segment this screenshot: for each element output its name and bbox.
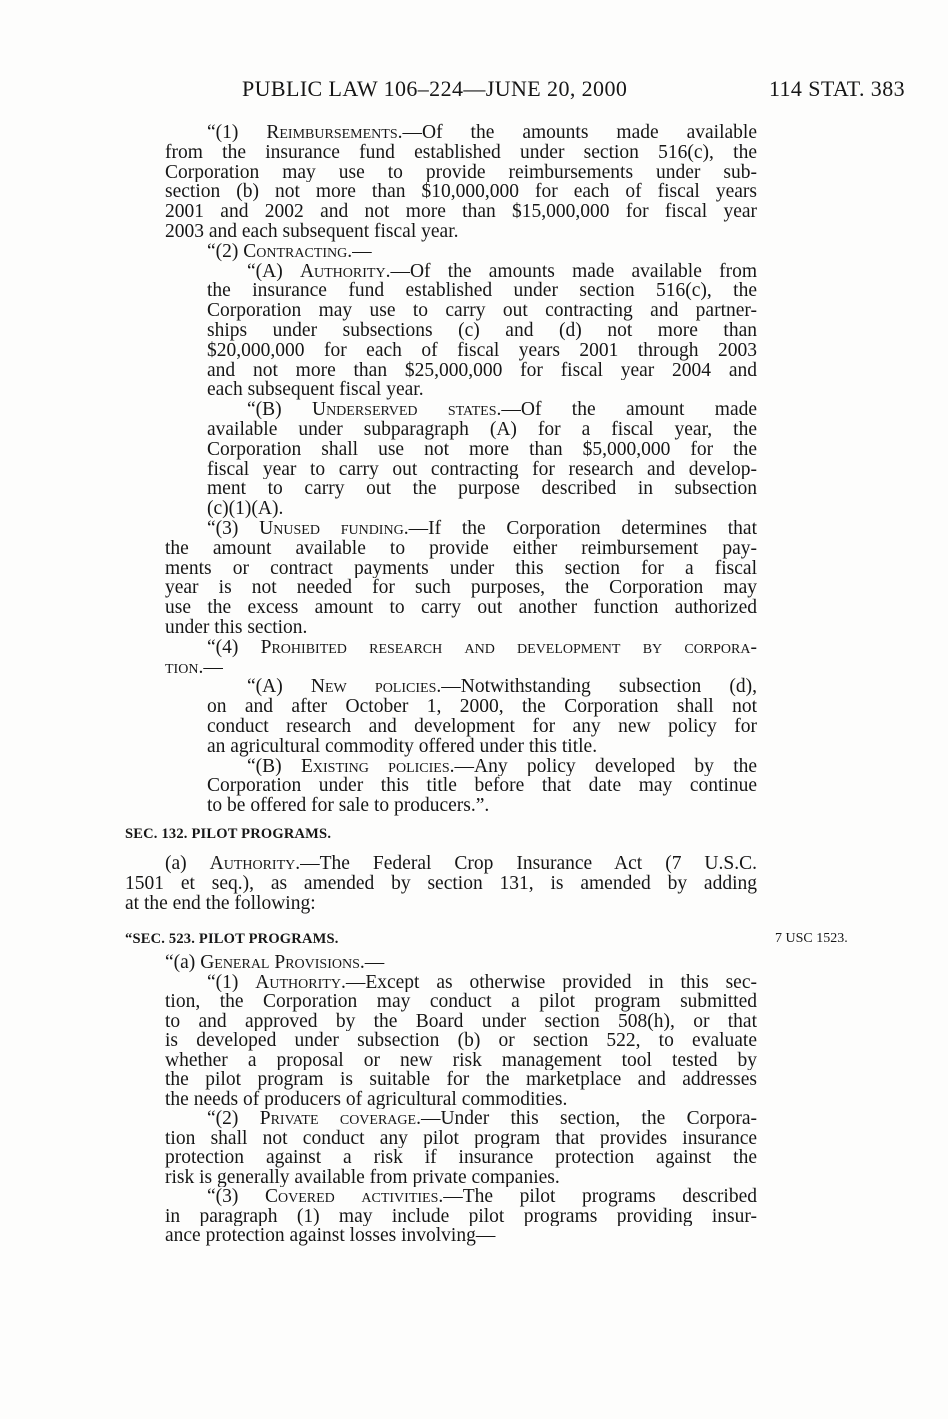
unused-funding-line-1 bbox=[207, 519, 757, 539]
paragraph-text: .— bbox=[347, 241, 372, 262]
margin-note-usc: 7 USC 1523. bbox=[775, 931, 848, 946]
section-131-continued bbox=[0, 123, 948, 816]
reimbursements-line-4: section (b) not more than $10,000,000 for each of fiscal years bbox=[165, 182, 757, 203]
sec523-authority-line-4: is developed under subsection (b) or section 522, to evaluate bbox=[165, 1031, 757, 1051]
paragraph-text: .—Notwithstanding subsection (d), bbox=[436, 677, 757, 698]
contracting-authority-line-3: Corporation may use to carry out contracting and partner- bbox=[207, 301, 757, 321]
underserved-states-line-6: (c)(1)(A). bbox=[207, 499, 284, 519]
private-coverage-line-2: tion shall not conduct any pilot program that provides insurance bbox=[165, 1128, 757, 1148]
paragraph-enumerator: “(2) bbox=[207, 241, 244, 262]
paragraph-text: .—Of the amount made bbox=[496, 400, 757, 420]
paragraph-text: .— bbox=[359, 953, 385, 973]
covered-activities-line-2: in paragraph (1) may include pilot programs providing insur- bbox=[165, 1206, 757, 1226]
new-policies-line-4: an agricultural commodity offered under this title. bbox=[207, 736, 598, 757]
paragraph-enumerator: “(1) bbox=[207, 972, 256, 992]
underserved-states-line-5: ment to carry out the purpose described in subsection bbox=[207, 479, 757, 500]
contracting-authority-line-2: the insurance fund established under section 516(c), the bbox=[207, 281, 757, 302]
paragraph-caption: General Provisions bbox=[200, 953, 360, 973]
underserved-states-line-1 bbox=[247, 400, 757, 420]
contracting-authority-line-4: ships under subsections (c) and (d) not more than bbox=[207, 320, 757, 341]
paragraph-text: .—If the Corporation determines that bbox=[403, 518, 757, 539]
section-523-heading: “SEC. 523. PILOT PROGRAMS. bbox=[125, 931, 339, 947]
paragraph-caption: Reimbursements bbox=[266, 123, 398, 143]
existing-policies-line-3: to be offered for sale to producers.”. bbox=[207, 796, 490, 816]
paragraph-text: .— bbox=[198, 657, 223, 678]
paragraph-caption: Covered activities bbox=[265, 1187, 439, 1207]
paragraph-text: .—Under this section, the Corpora- bbox=[416, 1109, 757, 1129]
prohibited-rd-line-1 bbox=[207, 638, 757, 658]
paragraph-caption: Authority bbox=[255, 972, 341, 992]
paragraph-text: .—Except as otherwise provided in this sec- bbox=[340, 972, 757, 992]
new-policies-line-2: on and after October 1, 2000, the Corporation shall not bbox=[207, 697, 757, 717]
paragraph-caption: Unused funding bbox=[259, 518, 404, 539]
unused-funding-line-4: year is not needed for such purposes, the Corporation may bbox=[165, 578, 757, 599]
page-citation: 114 STAT. 383 bbox=[768, 76, 905, 101]
reimbursements-line-1 bbox=[207, 123, 757, 143]
paragraph-caption: Private coverage bbox=[259, 1109, 417, 1129]
existing-policies-line-2: Corporation under this title before that date may continue bbox=[207, 776, 757, 797]
reimbursements-line-3: Corporation may use to provide reimbursements under sub- bbox=[165, 162, 757, 183]
paragraph-caption: Authority bbox=[209, 854, 296, 874]
new-policies-line-3: conduct research and development for any new policy for bbox=[207, 716, 757, 737]
sec523-authority-line-6: the pilot program is suitable for the marketplace and addresses bbox=[165, 1070, 757, 1090]
underserved-states-line-3: Corporation shall use not more than $5,000,000 for the bbox=[207, 439, 757, 460]
private-coverage-line-4: risk is generally available from private companies. bbox=[165, 1167, 560, 1187]
general-provisions-heading bbox=[165, 953, 757, 973]
sec523-authority-line-5: whether a proposal or new risk management tool tested by bbox=[165, 1050, 757, 1070]
contracting-authority-line-1 bbox=[247, 262, 757, 282]
sec132-authority-line-2: 1501 et seq.), as amended by section 131, is amended by adding bbox=[125, 874, 757, 894]
paragraph-text: .—The pilot programs described bbox=[438, 1187, 757, 1207]
unused-funding-line-2: the amount available to provide either reimbursement pay- bbox=[165, 538, 757, 559]
contracting-authority-line-5: $20,000,000 for each of fiscal years 2001 through 2003 bbox=[207, 340, 757, 361]
new-policies-line-1 bbox=[247, 677, 757, 697]
unused-funding-line-3: ments or contract payments under this section for a fiscal bbox=[165, 558, 757, 579]
paragraph-enumerator: “(3) bbox=[207, 518, 260, 539]
sec523-authority-line-2: tion, the Corporation may conduct a pilot program submitted bbox=[165, 992, 757, 1012]
paragraph-caption-continued: tion bbox=[165, 657, 199, 678]
private-coverage-line-3: protection against a risk if insurance protection against the bbox=[165, 1148, 757, 1168]
private-coverage-line-1 bbox=[207, 1109, 757, 1129]
paragraph-caption: Contracting bbox=[243, 241, 348, 262]
contracting-authority-line-6: and not more than $25,000,000 for fiscal year 2004 and bbox=[207, 360, 757, 381]
paragraph-text: .—Any policy developed by the bbox=[449, 756, 757, 777]
paragraph-enumerator: “(A) bbox=[247, 261, 300, 282]
underserved-states-line-2: available under subparagraph (A) for a fiscal year, the bbox=[207, 419, 757, 440]
paragraph-enumerator: “(1) bbox=[207, 123, 267, 143]
reimbursements-line-6: 2003 and each subsequent fiscal year. bbox=[165, 221, 459, 242]
paragraph-enumerator: “(a) bbox=[165, 953, 201, 973]
paragraph-caption: New policies bbox=[310, 677, 437, 698]
sec132-authority-line-3: at the end the following: bbox=[125, 894, 316, 914]
paragraph-enumerator: “(B) bbox=[247, 400, 312, 420]
existing-policies-line-1 bbox=[247, 757, 757, 777]
paragraph-enumerator: “(3) bbox=[207, 1187, 265, 1207]
unused-funding-line-6: under this section. bbox=[165, 617, 308, 638]
underserved-states-line-4: fiscal year to carry out contracting for research and develop- bbox=[207, 459, 757, 480]
contracting-heading bbox=[207, 242, 757, 262]
sec523-authority-line-7: the needs of producers of agricultural commodities. bbox=[165, 1089, 568, 1109]
section-523-body bbox=[0, 953, 948, 1246]
running-head: PUBLIC LAW 106–224—JUNE 20, 2000 bbox=[242, 76, 628, 101]
paragraph-caption: Authority bbox=[299, 261, 386, 282]
reimbursements-line-5: 2001 and 2002 and not more than $15,000,000 for fiscal year bbox=[165, 202, 757, 222]
paragraph-enumerator: “(4) bbox=[207, 637, 261, 658]
sec523-authority-line-1 bbox=[207, 973, 757, 993]
paragraph-text: .—The Federal Crop Insurance Act (7 U.S.C. bbox=[295, 854, 757, 874]
covered-activities-line-1 bbox=[207, 1187, 757, 1207]
prohibited-rd-line-2 bbox=[165, 658, 757, 678]
paragraph-caption: Underserved states bbox=[311, 400, 497, 420]
section-132-body bbox=[0, 854, 948, 914]
paragraph-enumerator: “(B) bbox=[247, 756, 301, 777]
paragraph-text: .—Of the amounts made available bbox=[397, 123, 757, 143]
contracting-authority-line-7: each subsequent fiscal year. bbox=[207, 380, 424, 401]
reimbursements-line-2: from the insurance fund established under section 516(c), the bbox=[165, 142, 757, 163]
paragraph-caption: Existing policies bbox=[300, 756, 450, 777]
paragraph-enumerator: “(A) bbox=[247, 677, 311, 698]
covered-activities-line-3: ance protection against losses involving— bbox=[165, 1226, 496, 1246]
paragraph-enumerator: “(2) bbox=[207, 1109, 260, 1129]
section-132-heading: SEC. 132. PILOT PROGRAMS. bbox=[125, 826, 332, 842]
paragraph-text: .—Of the amounts made available from bbox=[385, 261, 757, 282]
sec523-authority-line-3: to and approved by the Board under section 508(h), or that bbox=[165, 1011, 757, 1031]
unused-funding-line-5: use the excess amount to carry out another function authorized bbox=[165, 598, 757, 618]
sec132-authority-line-1 bbox=[165, 854, 757, 874]
paragraph-enumerator: (a) bbox=[165, 854, 210, 874]
paragraph-caption: Prohibited research and development by corpora- bbox=[260, 637, 757, 658]
